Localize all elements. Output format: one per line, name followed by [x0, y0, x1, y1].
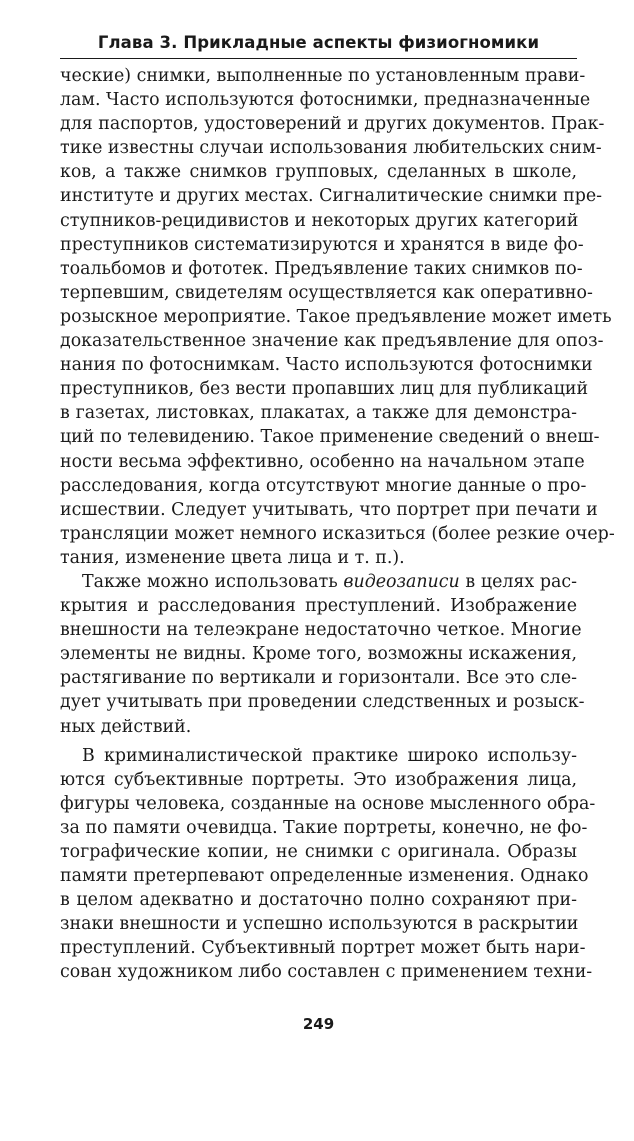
text-line: лам. Часто используются фотоснимки, предназначенные — [60, 90, 591, 111]
text-line: внешности на телеэкране недостаточно четкое. Многие — [60, 620, 582, 641]
text-line: розыскное мероприятие. Такое предъявление может иметь — [60, 306, 612, 327]
text-line: институте и других местах. Сигналитические снимки пре- — [60, 186, 603, 207]
text-line: сован художником либо составлен с применением техни- — [60, 962, 593, 983]
text-line: за по памяти очевидца. Такие портреты, конечно, не фо- — [60, 817, 588, 838]
text-line: крытия и расследования преступлений. Изображение — [60, 596, 577, 617]
text-line: элементы не видны. Кроме того, возможны искажения, — [60, 644, 577, 665]
text-line: доказательственное значение как предъявление для опоз- — [60, 331, 604, 352]
text-line: в целом адекватно и достаточно полно сохраняют при- — [60, 890, 577, 911]
text-line: терпевшим, свидетелям осуществляется как оперативно- — [60, 282, 593, 303]
text-line: преступников, без вести пропавших лиц для публикаций — [60, 379, 589, 400]
text-line: ков, а также снимков групповых, сделанных в школе, — [60, 162, 577, 183]
text-line — [60, 570, 577, 594]
text-line: ются субъективные портреты. Это изображения лица, — [60, 769, 577, 790]
text-line: памяти претерпевают определенные изменения. Однако — [60, 866, 589, 887]
text-line: ческие) снимки, выполненные по установленным прави- — [60, 66, 586, 86]
text-line: преступников систематизируются и хранятся в виде фо- — [60, 234, 584, 255]
text-line: расследования, когда отсутствуют многие данные о про- — [60, 475, 587, 496]
header-rule — [60, 58, 577, 59]
text-line: тике известны случаи использования любительских сним- — [60, 138, 602, 159]
text-line: ций по телевидению. Такое применение сведений о внеш- — [60, 427, 600, 448]
text-line: ных действий. — [60, 716, 192, 737]
text-line: исшествии. Следует учитывать, что портрет при печати и — [60, 499, 598, 520]
text-run: Также можно использовать — [82, 571, 344, 592]
text-line: ступников-рецидивистов и некоторых других категорий — [60, 210, 579, 231]
paragraph-1 — [60, 64, 615, 570]
text-line: тоальбомов и фототек. Предъявление таких снимков по- — [60, 258, 583, 279]
page-number: 249 — [302, 1015, 335, 1033]
text-line: тографические копии, не снимки с оригинала. Образы — [60, 842, 577, 862]
text-line: для паспортов, удостоверений и других документов. Прак- — [60, 114, 605, 135]
text-line: знаки внешности и успешно используются в раскрытии — [60, 914, 579, 935]
paragraph-3 — [60, 744, 596, 985]
text-line: в газетах, листовках, плакатах, а также для демонстра- — [60, 403, 577, 424]
body-text — [60, 64, 615, 985]
text-line: фигуры человека, созданные на основе мысленного обра- — [60, 793, 596, 814]
paragraph-2 — [60, 570, 585, 739]
text-line: нания по фотоснимкам. Часто используются фотоснимки — [60, 355, 593, 376]
text-line: преступлений. Субъективный портрет может быть нари- — [60, 938, 586, 959]
text-line: дует учитывать при проведении следственных и розыск- — [60, 692, 585, 713]
text-line: В криминалистической практике широко использу- — [82, 745, 577, 766]
text-run: в целях рас- — [459, 571, 577, 592]
text-line: трансляции может немного исказиться (более резкие очер- — [60, 523, 615, 544]
running-header: Глава 3. Прикладные аспекты физиогномики — [97, 33, 540, 52]
text-line: тания, изменение цвета лица и т. п.). — [60, 547, 405, 568]
text-line: ности весьма эффективно, особенно на начальном этапе — [60, 451, 585, 472]
emphasized-term: видеозаписи — [343, 571, 460, 592]
text-line: растягивание по вертикали и горизонтали. Все это сле- — [60, 668, 577, 689]
